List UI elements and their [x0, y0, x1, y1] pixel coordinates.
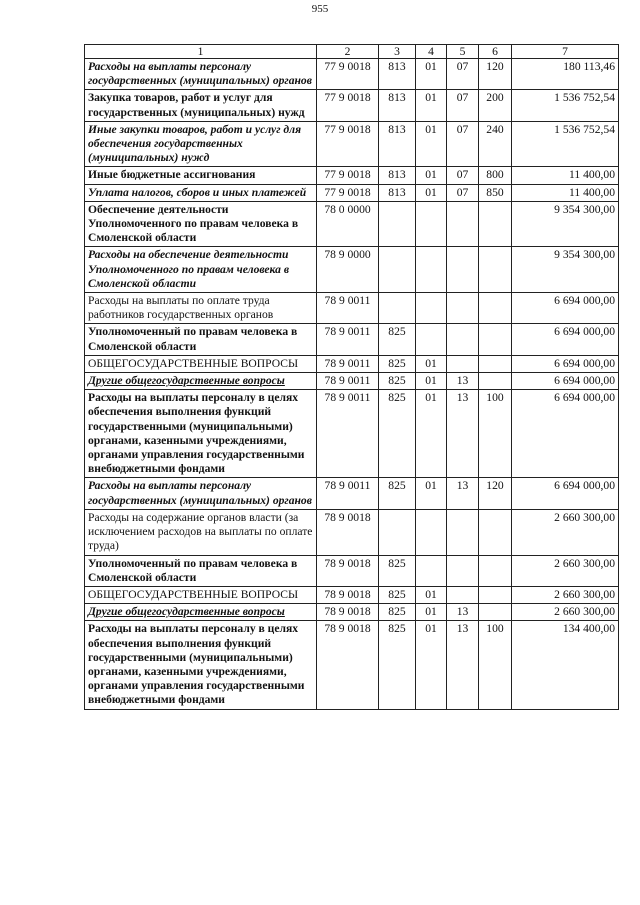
section-code-cell — [416, 293, 447, 324]
expense-type-cell: 200 — [479, 90, 512, 121]
department-code-cell — [379, 509, 416, 555]
expense-name-cell: Расходы на выплаты персоналу государственных (муниципальных) органов — [85, 478, 317, 509]
target-article-cell: 77 9 0018 — [317, 167, 379, 184]
page-number: 955 — [311, 3, 329, 15]
expense-name-cell: Иные закупки товаров, работ и услуг для обеспечения государственных (муниципальных) нужд — [85, 121, 317, 167]
department-code-cell: 813 — [379, 184, 416, 201]
section-code-cell: 01 — [416, 621, 447, 709]
section-code-cell: 01 — [416, 390, 447, 478]
subsection-code-cell: 13 — [447, 478, 479, 509]
amount-cell: 11 400,00 — [512, 184, 619, 201]
amount-cell: 1 536 752,54 — [512, 121, 619, 167]
expense-name-cell: Закупка товаров, работ и услуг для государственных (муниципальных) нужд — [85, 90, 317, 121]
amount-cell: 9 354 300,00 — [512, 247, 619, 293]
table-row — [85, 355, 619, 372]
section-code-cell: 01 — [416, 90, 447, 121]
section-code-cell: 01 — [416, 373, 447, 390]
amount-cell: 134 400,00 — [512, 621, 619, 709]
expense-name-cell: Расходы на содержание органов власти (за исключением расходов на выплаты по оплате труда) — [85, 509, 317, 555]
target-article-cell: 77 9 0018 — [317, 90, 379, 121]
expense-type-cell: 800 — [479, 167, 512, 184]
target-article-cell: 78 9 0000 — [317, 247, 379, 293]
column-number-row — [85, 45, 619, 59]
amount-cell: 6 694 000,00 — [512, 324, 619, 355]
expense-type-cell: 850 — [479, 184, 512, 201]
subsection-code-cell — [447, 201, 479, 247]
expense-type-cell: 120 — [479, 478, 512, 509]
table-row — [85, 247, 619, 293]
table-row — [85, 373, 619, 390]
expense-name-cell: ОБЩЕГОСУДАРСТВЕННЫЕ ВОПРОСЫ — [85, 355, 317, 372]
department-code-cell — [379, 293, 416, 324]
table-row — [85, 121, 619, 167]
expense-name-cell: Расходы на выплаты персоналу в целях обеспечения выполнения функций государственными (муниципальными) органами, казенными учреждениями, органами управления государственными внебюджетными фондами — [85, 390, 317, 478]
amount-cell: 11 400,00 — [512, 167, 619, 184]
expense-name-cell: Расходы на выплаты персоналу государственных (муниципальных) органов — [85, 59, 317, 90]
amount-cell: 2 660 300,00 — [512, 586, 619, 603]
table-row — [85, 90, 619, 121]
table-body — [85, 59, 619, 710]
expense-type-cell — [479, 355, 512, 372]
subsection-code-cell — [447, 355, 479, 372]
section-code-cell — [416, 247, 447, 293]
expense-type-cell: 120 — [479, 59, 512, 90]
expense-type-cell — [479, 586, 512, 603]
department-code-cell: 813 — [379, 167, 416, 184]
expense-type-cell: 100 — [479, 621, 512, 709]
target-article-cell: 78 0 0000 — [317, 201, 379, 247]
column-header: 1 — [85, 45, 317, 59]
table-row — [85, 293, 619, 324]
expense-name-cell: Уполномоченный по правам человека в Смоленской области — [85, 324, 317, 355]
subsection-code-cell — [447, 293, 479, 324]
target-article-cell: 78 9 0018 — [317, 509, 379, 555]
column-header: 6 — [479, 45, 512, 59]
department-code-cell: 825 — [379, 355, 416, 372]
expense-name-cell: Расходы на выплаты по оплате труда работников государственных органов — [85, 293, 317, 324]
department-code-cell: 825 — [379, 604, 416, 621]
expense-type-cell — [479, 293, 512, 324]
target-article-cell: 78 9 0011 — [317, 293, 379, 324]
target-article-cell: 77 9 0018 — [317, 121, 379, 167]
table-row — [85, 555, 619, 586]
expense-name-cell: Уполномоченный по правам человека в Смоленской области — [85, 555, 317, 586]
subsection-code-cell — [447, 247, 479, 293]
section-code-cell: 01 — [416, 167, 447, 184]
column-header: 2 — [317, 45, 379, 59]
expense-type-cell — [479, 324, 512, 355]
amount-cell: 2 660 300,00 — [512, 555, 619, 586]
department-code-cell — [379, 201, 416, 247]
column-header: 5 — [447, 45, 479, 59]
target-article-cell: 78 9 0018 — [317, 621, 379, 709]
target-article-cell: 78 9 0018 — [317, 555, 379, 586]
subsection-code-cell — [447, 509, 479, 555]
column-header: 7 — [512, 45, 619, 59]
department-code-cell: 813 — [379, 121, 416, 167]
table-row — [85, 201, 619, 247]
amount-cell: 6 694 000,00 — [512, 373, 619, 390]
section-code-cell — [416, 201, 447, 247]
expense-name-cell: ОБЩЕГОСУДАРСТВЕННЫЕ ВОПРОСЫ — [85, 586, 317, 603]
target-article-cell: 77 9 0018 — [317, 59, 379, 90]
section-code-cell: 01 — [416, 355, 447, 372]
amount-cell: 180 113,46 — [512, 59, 619, 90]
department-code-cell: 825 — [379, 390, 416, 478]
subsection-code-cell: 07 — [447, 90, 479, 121]
expense-name-cell: Обеспечение деятельности Уполномоченного по правам человека в Смоленской области — [85, 201, 317, 247]
table-row — [85, 478, 619, 509]
department-code-cell — [379, 247, 416, 293]
subsection-code-cell: 07 — [447, 167, 479, 184]
department-code-cell: 825 — [379, 478, 416, 509]
table-row — [85, 59, 619, 90]
budget-table — [84, 44, 619, 710]
amount-cell: 2 660 300,00 — [512, 509, 619, 555]
table-row — [85, 509, 619, 555]
amount-cell: 6 694 000,00 — [512, 390, 619, 478]
subsection-code-cell: 13 — [447, 373, 479, 390]
department-code-cell: 825 — [379, 324, 416, 355]
table-row — [85, 390, 619, 478]
subsection-code-cell — [447, 586, 479, 603]
amount-cell: 6 694 000,00 — [512, 478, 619, 509]
target-article-cell: 78 9 0011 — [317, 355, 379, 372]
expense-name-cell: Расходы на обеспечение деятельности Уполномоченного по правам человека в Смоленской области — [85, 247, 317, 293]
target-article-cell: 78 9 0018 — [317, 604, 379, 621]
section-code-cell: 01 — [416, 59, 447, 90]
target-article-cell: 78 9 0011 — [317, 373, 379, 390]
section-code-cell — [416, 509, 447, 555]
amount-cell: 9 354 300,00 — [512, 201, 619, 247]
expense-type-cell — [479, 555, 512, 586]
expense-type-cell: 100 — [479, 390, 512, 478]
table-row — [85, 324, 619, 355]
column-header: 3 — [379, 45, 416, 59]
amount-cell: 2 660 300,00 — [512, 604, 619, 621]
expense-name-cell: Расходы на выплаты персоналу в целях обеспечения выполнения функций государственными (муниципальными) органами, казенными учреждениями, органами управления государственными внебюджетными фондами — [85, 621, 317, 709]
target-article-cell: 78 9 0011 — [317, 390, 379, 478]
subsection-code-cell — [447, 324, 479, 355]
table-row — [85, 604, 619, 621]
section-code-cell — [416, 324, 447, 355]
expense-type-cell: 240 — [479, 121, 512, 167]
section-code-cell: 01 — [416, 478, 447, 509]
section-code-cell: 01 — [416, 586, 447, 603]
expense-name-cell: Иные бюджетные ассигнования — [85, 167, 317, 184]
subsection-code-cell: 07 — [447, 184, 479, 201]
column-header: 4 — [416, 45, 447, 59]
target-article-cell: 78 9 0018 — [317, 586, 379, 603]
expense-name-cell: Уплата налогов, сборов и иных платежей — [85, 184, 317, 201]
subsection-code-cell: 13 — [447, 604, 479, 621]
target-article-cell: 78 9 0011 — [317, 324, 379, 355]
subsection-code-cell: 07 — [447, 121, 479, 167]
expense-name-cell: Другие общегосударственные вопросы — [85, 604, 317, 621]
table-row — [85, 167, 619, 184]
department-code-cell: 825 — [379, 373, 416, 390]
expense-type-cell — [479, 509, 512, 555]
expense-name-cell: Другие общегосударственные вопросы — [85, 373, 317, 390]
section-code-cell: 01 — [416, 121, 447, 167]
amount-cell: 1 536 752,54 — [512, 90, 619, 121]
table-row — [85, 586, 619, 603]
target-article-cell: 78 9 0011 — [317, 478, 379, 509]
expense-type-cell — [479, 201, 512, 247]
department-code-cell: 825 — [379, 621, 416, 709]
expense-type-cell — [479, 373, 512, 390]
amount-cell: 6 694 000,00 — [512, 355, 619, 372]
subsection-code-cell: 13 — [447, 390, 479, 478]
department-code-cell: 825 — [379, 555, 416, 586]
subsection-code-cell — [447, 555, 479, 586]
section-code-cell: 01 — [416, 604, 447, 621]
expense-type-cell — [479, 247, 512, 293]
department-code-cell: 825 — [379, 586, 416, 603]
amount-cell: 6 694 000,00 — [512, 293, 619, 324]
section-code-cell — [416, 555, 447, 586]
department-code-cell: 813 — [379, 90, 416, 121]
section-code-cell: 01 — [416, 184, 447, 201]
subsection-code-cell: 13 — [447, 621, 479, 709]
table-row — [85, 184, 619, 201]
table-row — [85, 621, 619, 709]
expense-type-cell — [479, 604, 512, 621]
department-code-cell: 813 — [379, 59, 416, 90]
target-article-cell: 77 9 0018 — [317, 184, 379, 201]
subsection-code-cell: 07 — [447, 59, 479, 90]
